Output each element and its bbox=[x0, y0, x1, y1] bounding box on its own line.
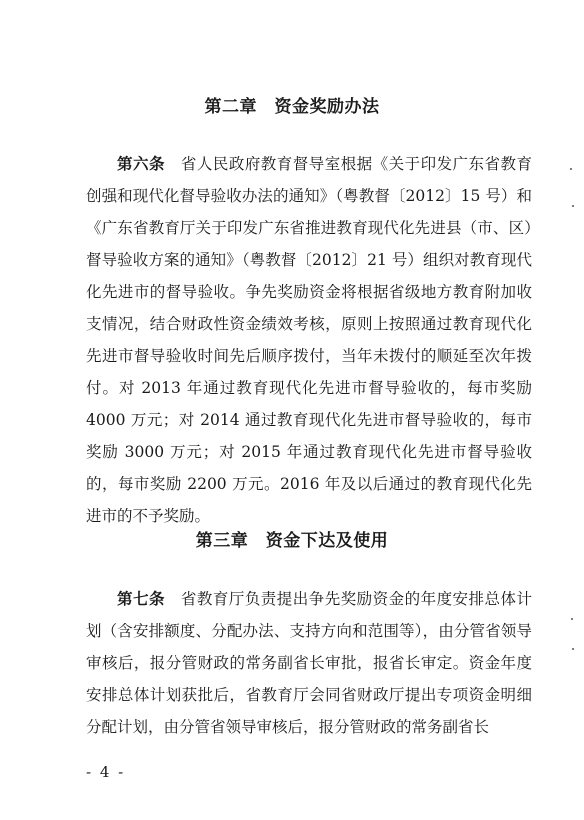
article-7-number: 第七条 bbox=[117, 589, 165, 608]
article-7-paragraph bbox=[86, 583, 532, 743]
scan-speck bbox=[570, 168, 572, 170]
article-6-text: 省人民政府教育督导室根据《关于印发广东省教育创强和现代化督导验收办法的通知》（粤教督〔2012〕15 号）和《广东省教育厅关于印发广东省推进教育现代化先进县（市、区）督导验收方案的通知》（粤教督〔2012〕21 号）组织对教育现代化先进市的督导验收。争先奖励资金将根据省级地方教育附加收支情况，结合财政性资金绩效考核，原则上按照通过教育现代化先进市督导验收时间先后顺序拨付，当年未拨付的顺延至次年拨付。对 2013 年通过教育现代化先进市督导验收的，每市奖励 4000 万元；对 2014 通过教育现代化先进市督导验收的，每市奖励 3000 万元；对 2015 年通过教育现代化先进市督导验收的，每市奖励 2200 万元。2016 年及以后通过的教育现代化先进市的不予奖励。 bbox=[86, 155, 532, 525]
scan-speck bbox=[571, 618, 573, 620]
chapter-2-heading: 第二章 资金奖励办法 bbox=[204, 97, 380, 117]
article-6-paragraph bbox=[86, 148, 532, 532]
scan-speck bbox=[572, 648, 574, 650]
chapter-3-heading: 第三章 资金下达及使用 bbox=[195, 531, 389, 551]
page-number: - 4 - bbox=[86, 763, 126, 781]
article-6-number: 第六条 bbox=[117, 154, 165, 173]
scan-speck bbox=[572, 205, 574, 207]
article-7-text: 省教育厅负责提出争先奖励资金的年度安排总体计划（含安排额度、分配办法、支持方向和范围等），由分管省领导审核后，报分管财政的常务副省长审批，报省长审定。资金年度安排总体计划获批后，省教育厅会同省财政厅提出专项资金明细分配计划，由分管省领导审核后，报分管财政的常务副省长 bbox=[86, 590, 532, 736]
